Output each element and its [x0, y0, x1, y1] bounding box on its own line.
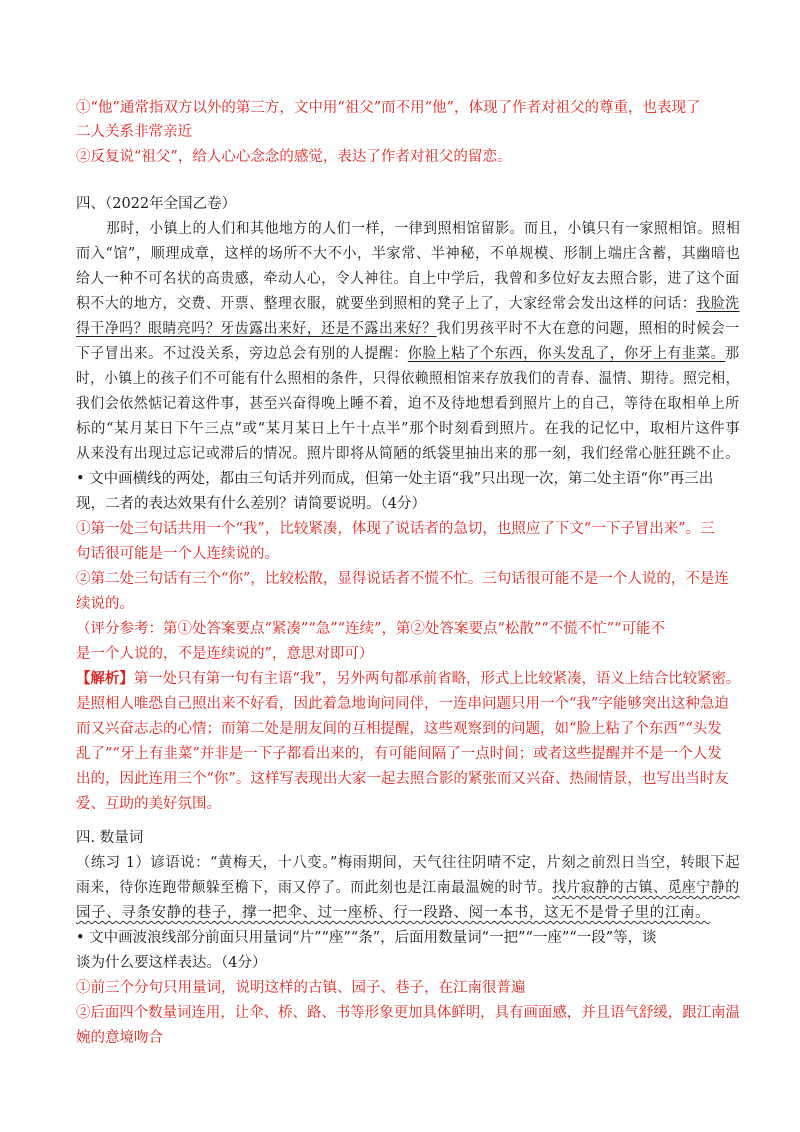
- passage-line-5: [76, 319, 740, 339]
- passage-line-5-text: 我们男孩平时不大在意的问题，照相的时候会一: [436, 321, 740, 337]
- practice-passage-line-2: [76, 878, 740, 898]
- underlined-text-1a: 我脸洗: [696, 296, 740, 312]
- answer-1-line-2: 二人关系非常亲近: [76, 124, 192, 140]
- passage-line-6-end: 那: [725, 346, 740, 362]
- passage-line-6: [76, 344, 740, 364]
- practice-answer-2-line-2: 婉的意境吻合: [76, 1030, 163, 1046]
- passage-line-3: 给人一种不可名状的高贵感，牵动人心，令人神往。自上中学后，我曾和多位好友去照合影，进了这个面: [76, 271, 740, 287]
- analysis-label: 【解析】: [76, 670, 134, 687]
- analysis-line-6: 爱、互助的美好氛围。: [76, 796, 221, 812]
- passage-line-1: 那时，小镇上的人们和其他地方的人们一样，一律到照相馆留影。而且，小镇只有一家照相馆。照相: [106, 221, 741, 237]
- answer-point-1-line-2: 句话很可能是一个人连续说的。: [76, 546, 279, 562]
- passage-line-4: [76, 294, 740, 314]
- passage-line-6-text: 下子冒出来。不过没关系，旁边总会有别的人提醒：: [76, 346, 408, 362]
- passage-line-4-text: 积不大的地方，交费、开票、整理衣服，就要坐到照相的凳子上了，大家经常会发出这样的问话：: [76, 296, 697, 312]
- underlined-text-2: 你脸上粘了个东西，你头发乱了，你牙上有韭菜。: [407, 346, 726, 362]
- passage-line-10: 从来没有出现过忘记或滞后的情况。照片即将从简陋的纸袋里抽出来的那一刻，我们经常心脏狂跳不止。: [76, 446, 740, 462]
- answer-point-2-line-1: ②第二处三句话有三个“你”，比较松散，显得说话者不慌不忙。三句话很可能不是一个人说的，不是连: [76, 571, 729, 587]
- answer-point-2-line-2: 续说的。: [76, 596, 134, 612]
- passage-line-7: 时，小镇上的孩子们不可能有什么照相的条件，只得依赖照相馆来存放我们的青春、温情、期待。照完相，: [76, 371, 740, 387]
- practice-passage-line-3: [76, 903, 710, 923]
- answer-point-1-line-1: ①第一处三句话共用一个“我”，比较紧凑，体现了说话者的急切，也照应了下文“一下子冒出来”。三: [76, 521, 715, 537]
- answer-1-line-1: ①“他”通常指双方以外的第三方，文中用“祖父”而不用“他”，体现了作者对祖父的尊重，也表现了: [76, 100, 701, 116]
- scoring-reference-line-1: （评分参考：第①处答案要点“紧凑”“急”“连续”，第②处答案要点“松散”“不慌不忙”“可能不: [76, 621, 666, 637]
- practice-question-line-2: 谈为什么要这样表达。（4分）: [76, 955, 267, 971]
- practice-question-line-1: • 文中画波浪线部分前面只用量词“片”“座”“条”，后面用数量词“一把”“一座”“一段”等，谈: [76, 930, 657, 946]
- practice-answer-1: ①前三个分句只用量词，说明这样的古镇、园子、巷子，在江南很普遍: [76, 980, 526, 996]
- answer-2: ②反复说“祖父”，给人心心念念的感觉，表达了作者对祖父的留恋。: [76, 149, 512, 165]
- passage-line-2: 而入“馆”，顺理成章，这样的场所不大不小，半家常、半神秘，不单规模、形制上端庄含蓄，其幽暗也: [76, 246, 741, 262]
- scoring-reference-line-2: 是一个人说的，不是连续说的”，意思对即可）: [76, 646, 374, 662]
- section-heading-quantifiers: 四. 数量词: [76, 830, 144, 846]
- analysis-line-4: 乱了”“牙上有韭菜”并非是一下子都看出来的，有可能间隔了一点时间；或者这些提醒并不是一个人发: [76, 746, 722, 762]
- practice-answer-2-line-1: ②后面四个数量词连用，让伞、桥、路、书等形象更加具体鲜明，具有画面感，并且语气舒缓，跟江南温: [76, 1005, 740, 1021]
- analysis-line-1-text: 第一处只有第一句有主语“我”，另外两句都承前省略，形式上比较紧凑，语义上结合比较紧密。: [133, 671, 741, 687]
- passage-line-8: 我们会依然惦记着这件事，甚至兴奋得晚上睡不着，迫不及待地想看到照片上的自己，等待在取相单上所: [76, 396, 740, 412]
- passage-line-9: 标的“某月某日下午三点”或“某月某日上午十点半”那个时刻看到照片。在我的记忆中，取相片这件事: [76, 421, 741, 437]
- wavy-underlined-text-b: 园子、寻条安静的巷子，撑一把伞、过一座桥、行一段路、阅一本书，这无不是骨子里的江南。: [76, 905, 711, 921]
- analysis-line-2: 是照相人唯恐自己照出来不好看，因此着急地询问同伴，一连串问题只用一个“我”字能够突出这种急迫: [76, 696, 729, 712]
- underlined-text-1b: 得干净吗？眼睛亮吗？牙齿露出来好，还是不露出来好？: [76, 321, 437, 337]
- practice-passage-line-2-text: 雨来，待你连跑带颠躲至檐下，雨又停了。而此刻也是江南最温婉的时节。: [76, 880, 553, 896]
- question-line-1: • 文中画横线的两处，都由三句话并列而成，但第一处主语“我”只出现一次，第二处主语“你”再三出: [76, 471, 714, 487]
- wavy-underlined-text-a: 找片寂静的古镇、觅座宁静的: [552, 880, 740, 896]
- practice-passage-line-1: （练习 1）谚语说：“黄梅天，十八变。”梅雨期间，天气往往阴晴不定，片刻之前烈日当空，转眼下起: [76, 855, 741, 871]
- question-line-2: 现，二者的表达效果有什么差别？请简要说明。（4分）: [76, 496, 426, 512]
- analysis-line-3: 而又兴奋志忐的心情；而第二处是朋友间的互相提醒，这些观察到的问题，如“脸上粘了个东西”“头发: [76, 721, 722, 737]
- section-heading-2022: 四、（2022年全国乙卷）: [76, 196, 237, 212]
- analysis-line-1: [76, 669, 740, 689]
- analysis-line-5: 出的，因此连用三个“你”。这样写表现出大家一起去照合影的紧张而又兴奋、热闹情景，也写出当时友: [76, 771, 729, 787]
